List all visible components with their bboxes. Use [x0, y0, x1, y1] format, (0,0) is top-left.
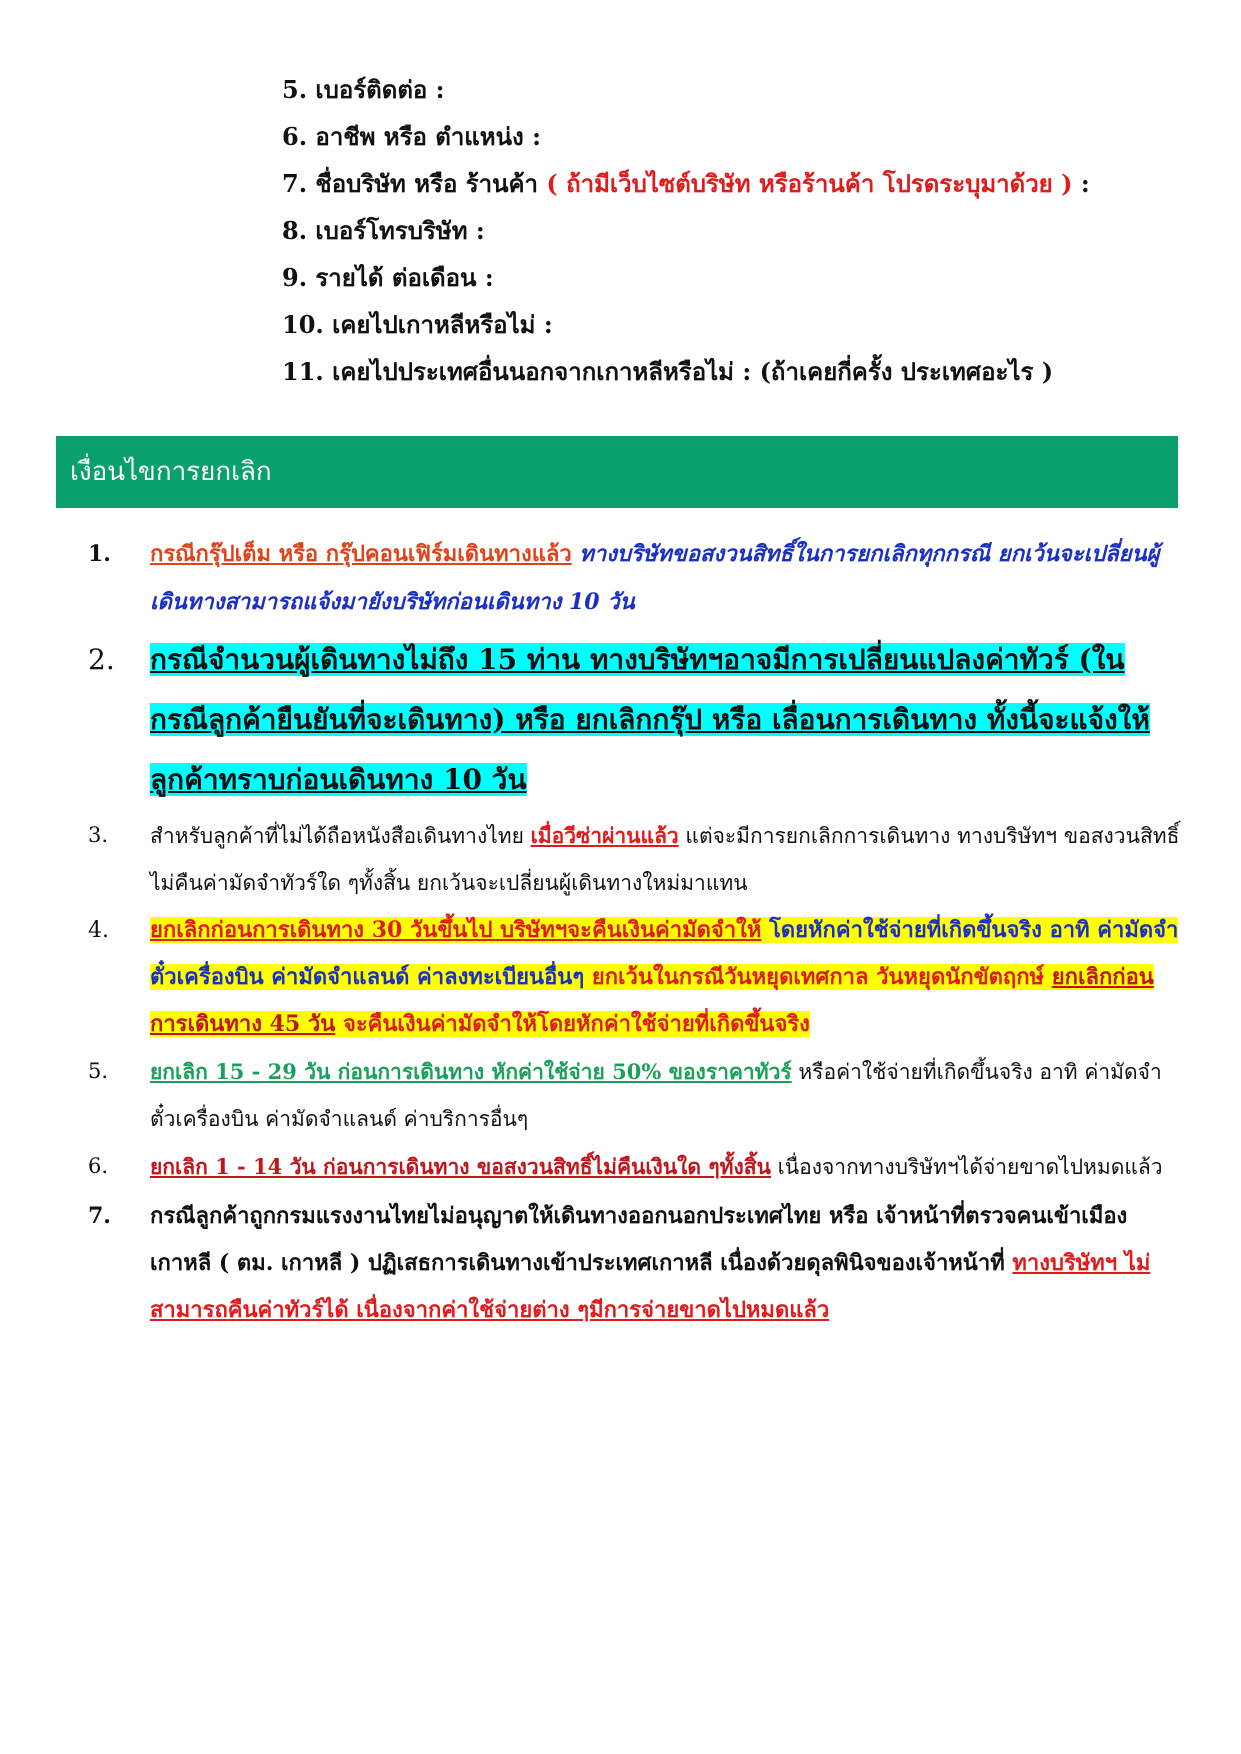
- info-line-company-phone: [282, 207, 1202, 254]
- info-label: 11. เคยไปประเทศอื่นนอกจากเกาหลีหรือไม่ : (ถ้าเคยกี่ครั้ง ประเทศอะไร ): [282, 357, 1054, 386]
- condition-number: 1.: [88, 541, 111, 567]
- condition-text: กรณีกรุ๊ปเต็ม หรือ กรุ๊ปคอนเฟิร์มเดินทางแล้ว: [150, 541, 572, 567]
- condition-text: ยกเลิก 1 - 14 วัน ก่อนการเดินทาง ขอสงวนสิทธิ์ไม่คืนเงินใด ๆทั้งสิ้น: [150, 1154, 771, 1179]
- info-line-occupation: [282, 113, 1202, 160]
- info-note: ( ถ้ามีเว็บไซต์บริษัท หรือร้านค้า โปรดระบุมาด้วย ): [546, 169, 1073, 198]
- condition-item: [88, 907, 1180, 1048]
- condition-text: ยกเลิกก่อนการเดินทาง 30 วันขึ้นไป บริษัทฯจะคืนเงินค่ามัดจำให้: [150, 917, 762, 943]
- info-line-other-countries: [282, 348, 1202, 395]
- info-label: 6. อาชีพ หรือ ตำแหน่ง :: [282, 122, 541, 151]
- condition-text: โดยหักค่าใช้จ่ายที่เกิดขึ้นจริง อาทิ ค่ามัดจำตั๋วเครื่องบิน ค่ามัดจำแลนด์ ค่าลงทะเบียนอื่นๆ: [150, 917, 1179, 990]
- info-line-been-korea: [282, 301, 1202, 348]
- condition-text: ทางบริษัทฯ ไม่สามารถคืนค่าทัวร์ได้ เนื่องจากค่าใช้จ่ายต่าง ๆมีการจ่ายขาดไปหมดแล้ว: [150, 1250, 1151, 1323]
- info-line-income: [282, 254, 1202, 301]
- condition-text: กรณีจำนวนผู้เดินทางไม่ถึง 15 ท่าน ทางบริษัทฯอาจมีการเปลี่ยนแปลงค่าทัวร์ (ในกรณีลูกค้ายืนยันที่จะเดินทาง) หรือ ยกเลิกกรุ๊ป หรือ เลื่อนการเดินทาง ทั้งนี้จะแจ้งให้ลูกค้าทราบก่อนเดินทาง 10 วัน: [150, 643, 1150, 796]
- condition-text: ทางบริษัทขอสงวนสิทธิ์ในการยกเลิกทุกกรณี ยกเว้นจะเปลี่ยนผู้เดินทางสามารถแจ้งมายังบริษัทก่อนเดินทาง 10 วัน: [150, 541, 1160, 615]
- condition-text: จะคืนเงินค่ามัดจำให้โดยหักค่าใช้จ่ายที่เกิดขึ้นจริง: [342, 1011, 810, 1037]
- condition-text: เนื่องจากทางบริษัทฯได้จ่ายขาดไปหมดแล้ว: [777, 1155, 1163, 1179]
- info-label: 9. รายได้ ต่อเดือน :: [282, 263, 494, 292]
- condition-item: [88, 1193, 1180, 1334]
- condition-text: ยกเว้นในกรณีวันหยุดเทศกาล วันหยุดนักขัตฤกษ์: [591, 964, 1045, 990]
- condition-item: [88, 630, 1180, 810]
- info-label: 7. ชื่อบริษัท หรือ ร้านค้า: [282, 169, 539, 198]
- condition-text: สำหรับลูกค้าที่ไม่ได้ถือหนังสือเดินทางไทย: [150, 824, 524, 848]
- condition-text: ยกเลิก 15 - 29 วัน ก่อนการเดินทาง หักค่าใช้จ่าย 50% ของราคาทัวร์: [150, 1059, 792, 1084]
- applicant-info-list: [282, 66, 1202, 395]
- info-label: 5. เบอร์ติดต่อ :: [282, 75, 445, 104]
- condition-text: หรือค่าใช้จ่ายที่เกิดขึ้นจริง อาทิ ค่ามัดจำตั๋วเครื่องบิน ค่ามัดจำแลนด์ ค่าบริการอื่นๆ: [150, 1060, 1162, 1131]
- condition-item: [88, 530, 1180, 626]
- condition-text: กรณีลูกค้าถูกกรมแรงงานไทยไม่อนุญาตให้เดินทางออกนอกประเทศไทย หรือ เจ้าหน้าที่ตรวจคนเข้าเมืองเกาหลี ( ตม. เกาหลี ) ปฏิเสธการเดินทางเข้าประเทศเกาหลี เนื่องด้วยดุลพินิจของเจ้าหน้าที่: [150, 1203, 1128, 1276]
- cancellation-conditions-list: [88, 530, 1180, 1334]
- section-header-cancellation: เงื่อนไขการยกเลิก: [56, 436, 1178, 508]
- info-line-company: [282, 160, 1202, 207]
- condition-item: [88, 812, 1180, 907]
- condition-number: 6.: [88, 1154, 109, 1178]
- condition-number: 2.: [88, 643, 115, 676]
- condition-number: 5.: [88, 1059, 109, 1083]
- info-label: 10. เคยไปเกาหลีหรือไม่ :: [282, 310, 553, 339]
- info-label: 8. เบอร์โทรบริษัท :: [282, 216, 485, 245]
- condition-number: 3.: [88, 823, 109, 847]
- condition-item: [88, 1048, 1180, 1143]
- condition-text: ยกเลิกก่อนการเดินทาง 45 วัน: [150, 964, 1154, 1037]
- condition-text: เมื่อวีซ่าผ่านแล้ว: [530, 823, 679, 848]
- condition-item: [88, 1143, 1180, 1191]
- info-line-phone: [282, 66, 1202, 113]
- condition-number: 7.: [88, 1203, 111, 1229]
- condition-number: 4.: [88, 918, 109, 943]
- condition-text: แต่จะมีการยกเลิกการเดินทาง ทางบริษัทฯ ขอสงวนสิทธิ์ไม่คืนค่ามัดจำทัวร์ใด ๆทั้งสิ้น ยกเว้นจะเปลี่ยนผู้เดินทางใหม่มาแทน: [150, 824, 1180, 895]
- info-suffix: :: [1080, 169, 1090, 198]
